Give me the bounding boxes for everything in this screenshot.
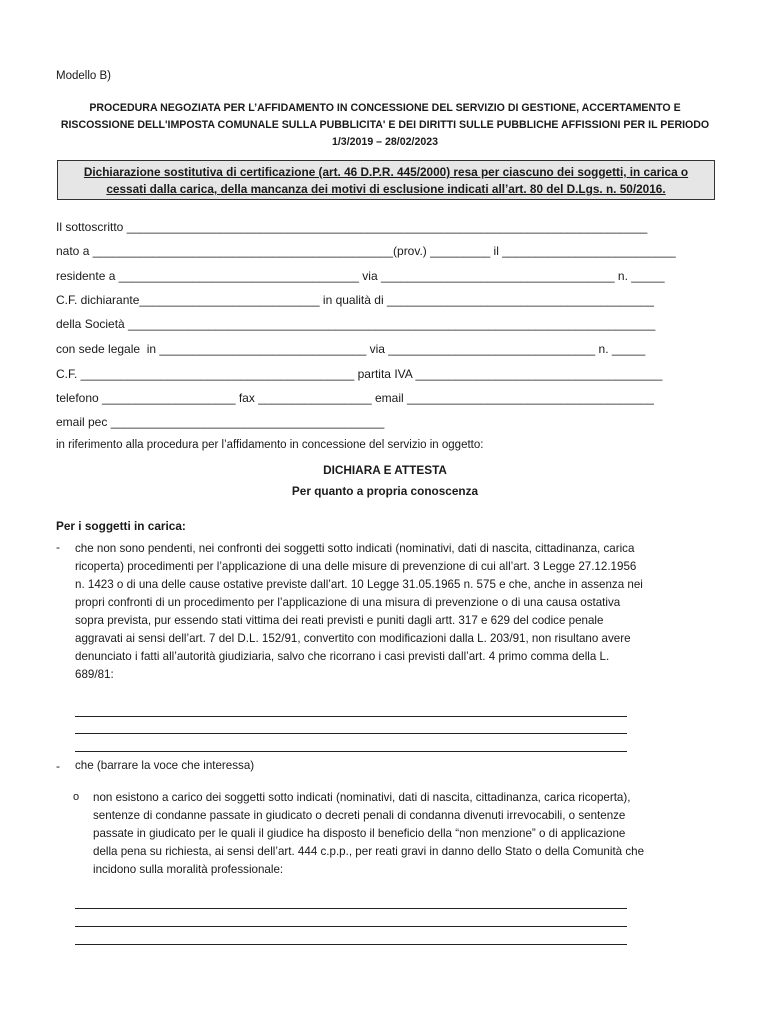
heading-line: RISCOSSIONE DELL'IMPOSTA COMUNALE SULLA PUBBLICITA' E DEI DIRITTI SULLE PUBBLICHE AFFISSIONI PER IL PERIODO — [60, 119, 710, 131]
field-residence[interactable]: residente a ____________________________________ via ___________________________________ n. _____ — [56, 269, 665, 283]
blank-line[interactable] — [75, 944, 627, 945]
para-line: della pena su richiesta, ai sensi dell’art. 444 c.p.p., per reati gravi in danno dello Stato o della Comunità che — [93, 845, 645, 858]
blank-line[interactable] — [75, 751, 627, 752]
para-line: sentenze di condanne passate in giudicato o decreti penali di condanna divenuti irrevocabili, o sentenze — [93, 809, 626, 822]
paragraph-pending — [75, 540, 715, 684]
procedure-heading — [40, 100, 730, 151]
field-registered-office[interactable]: con sede legale in _______________________________ via _______________________________ n. _____ — [56, 342, 646, 356]
para-line: sopra prevista, pur essendo stati vittima dei reati previsti e puniti dagli artt. 317 e 629 del codice penale — [75, 614, 604, 627]
para-line: che non sono pendenti, nei confronti dei soggetti sotto indicati (nominativi, dati di nascita, cittadinanza, carica — [75, 542, 635, 555]
para-line: passate in giudicato per le quali il giudice ha disposto il beneficio della “non menzione” o di applicazione — [93, 827, 626, 840]
dash-bullet: - — [56, 540, 60, 554]
para-line: incidono sulla moralità professionale: — [93, 863, 284, 876]
choice-instruction: che (barrare la voce che interessa) — [75, 759, 255, 772]
box-line: Dichiarazione sostitutiva di certificazione (art. 46 D.P.R. 445/2000) resa per ciascuno dei soggetti, in carica o — [83, 165, 689, 179]
field-contacts[interactable]: telefono ____________________ fax _________________ email _____________________________________ — [56, 391, 654, 405]
blank-line[interactable] — [75, 926, 627, 927]
declaration-title-box — [57, 160, 715, 200]
field-tax-code[interactable]: C.F. dichiarante___________________________ in qualità di ________________________________________ — [56, 293, 654, 307]
paragraph-no-convictions — [93, 789, 715, 879]
blank-line[interactable] — [75, 908, 627, 909]
heading-line: PROCEDURA NEGOZIATA PER L’AFFIDAMENTO IN CONCESSIONE DEL SERVIZIO DI GESTIONE, ACCERTAMENTO E — [89, 102, 681, 114]
para-line: aggravati ai sensi dell’art. 7 del D.L. 152/91, convertito con modificazioni dalla L. 203/91, non risultano avere — [75, 632, 631, 645]
para-line: n. 1423 o di una delle cause ostative previste dall’art. 10 Legge 31.05.1965 n. 575 e che, anche in assenza nei — [75, 578, 643, 591]
para-line: 689/81: — [75, 668, 114, 681]
blank-line[interactable] — [75, 716, 627, 717]
blank-line[interactable] — [75, 733, 627, 734]
section-title: Per i soggetti in carica: — [56, 519, 186, 533]
field-company[interactable]: della Società _______________________________________________________________________________ — [56, 317, 656, 331]
reference-text: in riferimento alla procedura per l’affidamento in concessione del servizio in oggetto: — [56, 439, 484, 451]
knowledge-subheading: Per quanto a propria conoscenza — [291, 484, 479, 498]
field-company-tax-code[interactable]: C.F. _________________________________________ partita IVA _____________________________________ — [56, 367, 663, 381]
para-line: non esistono a carico dei soggetti sotto indicati (nominativi, dati di nascita, cittadinanza, carica ricoperta), — [93, 791, 631, 804]
box-line: cessati dalla carica, della mancanza dei motivi di esclusione indicati all’art. 80 del D.Lgs. n. 50/2016. — [106, 182, 666, 196]
para-line: denunciato i fatti all’autorità giudiziaria, salvo che ricorrano i casi previsti dall’art. 4 primo comma della L. — [75, 650, 610, 663]
para-line: ricoperta) procedimenti per l’applicazione di una delle misure di prevenzione di cui all’art. 3 Legge 27.12.1956 — [75, 560, 637, 573]
declares-heading: DICHIARA E ATTESTA — [323, 463, 447, 477]
field-birthplace[interactable]: nato a _____________________________________________(prov.) _________ il __________________________ — [56, 244, 676, 258]
para-line: propri confronti di un procedimento per l’applicazione di una misura di prevenzione o di una causa ostativa — [75, 596, 621, 609]
model-label: Modello B) — [56, 70, 111, 82]
field-undersigned[interactable]: Il sottoscritto ______________________________________________________________________________ — [56, 220, 648, 234]
dash-bullet: - — [56, 759, 60, 773]
field-pec[interactable]: email pec _________________________________________ — [56, 415, 385, 429]
option-circle-icon[interactable]: o — [73, 791, 80, 803]
heading-line: 1/3/2019 – 28/02/2023 — [331, 136, 439, 148]
